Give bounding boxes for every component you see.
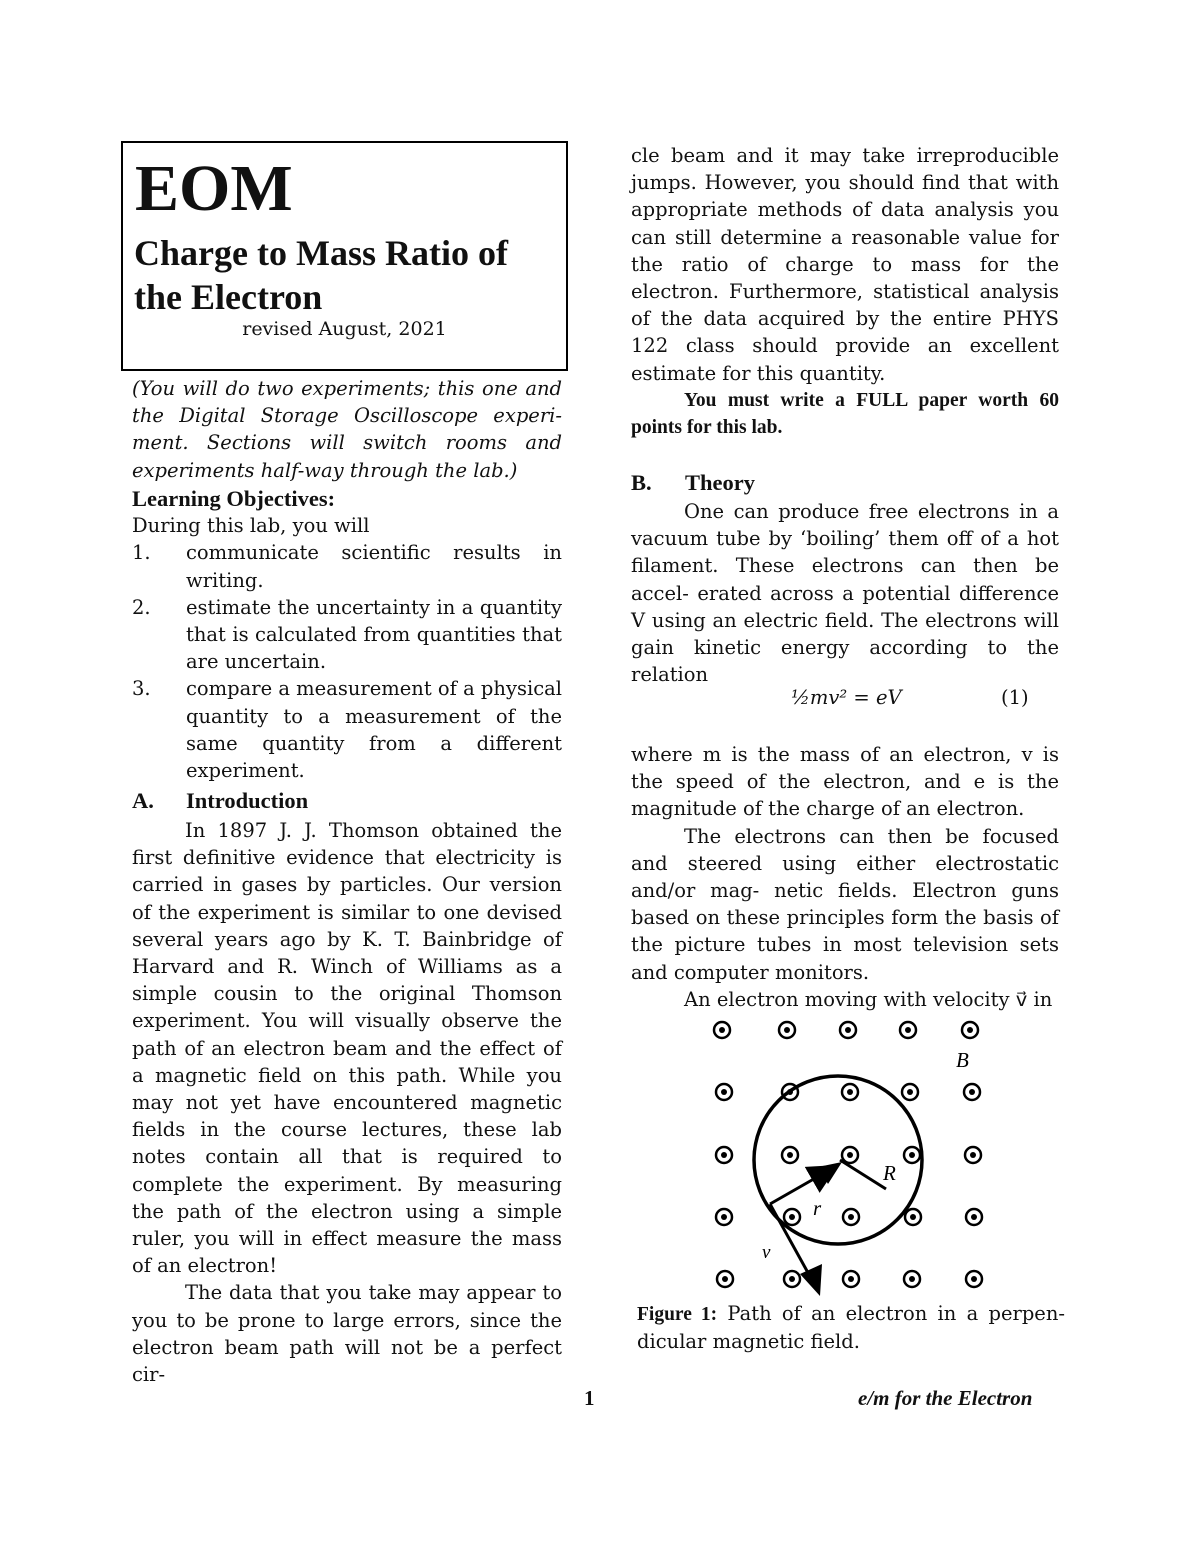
objective-text: compare a measurement of a physical quantity to a measurement of the same quantity from a different experiment. xyxy=(186,677,562,783)
magnetic-field-diagram xyxy=(700,1012,1010,1302)
theory-paragraphs xyxy=(631,741,1059,1013)
objectives-heading: Learning Objectives: xyxy=(132,486,336,511)
objectives-lead: During this lab, you will xyxy=(132,514,370,538)
label-v-vector: v⃗ xyxy=(762,1242,786,1263)
figure-caption-label: Figure 1: xyxy=(637,1304,718,1325)
theory-paragraph-1 xyxy=(631,498,1059,688)
objective-number: 3. xyxy=(132,677,151,701)
objective-text: estimate the uncertainty in a quantity that is calculated from quantities that are uncertain. xyxy=(186,595,562,674)
right-column-top xyxy=(631,142,1059,441)
objectives-list xyxy=(132,539,562,784)
equation-1 xyxy=(631,686,1059,714)
figure-caption-text: Path of an electron in a perpen- dicular magnetic field. xyxy=(637,1302,1065,1354)
equation-text: ½mv² = eV xyxy=(791,686,902,709)
section-b-title: Theory xyxy=(685,470,755,495)
theory-text-4: An electron moving with velocity v⃗ in xyxy=(684,987,1053,1011)
full-paper-note: You must write a FULL paper worth 60 points for this lab. xyxy=(631,389,1059,439)
intro-note: (You will do two experiments; this one and the Digital Storage Oscilloscope experi- ment. Sections will switch rooms and experiments half-way through the lab.) xyxy=(132,377,562,482)
running-title: e/m for the Electron xyxy=(858,1386,1033,1410)
label-r-vector: r⃗ xyxy=(813,1196,838,1220)
document-title: Charge to Mass Ratio of the Electron xyxy=(134,233,508,317)
label-radius: R xyxy=(883,1161,896,1185)
figure-caption xyxy=(637,1300,1065,1355)
label-b-field: B⃗ xyxy=(956,1048,986,1072)
section-b-heading xyxy=(631,470,755,496)
section-a-title: Introduction xyxy=(186,788,309,813)
section-a-body xyxy=(132,817,562,1388)
section-a-letter: A. xyxy=(132,788,154,813)
theory-text-3: The electrons can then be focused and steered using either electrostatic and/or mag- netic fields. Electron guns based on these principles form the basis of the picture tubes in most television sets and computer monitors. xyxy=(631,824,1059,984)
theory-text-1: One can produce free electrons in a vacuum tube by ‘boiling’ them off of a hot filament. These electrons can then be accel- erated across a potential difference V using an electric field. The electrons will gain kinetic energy according to the relation xyxy=(631,500,1059,687)
objective-item xyxy=(132,594,562,676)
document-code: EOM xyxy=(135,152,293,225)
radius-line xyxy=(840,1160,886,1189)
revision-date: revised August, 2021 xyxy=(242,318,447,340)
objective-number: 1. xyxy=(132,541,151,565)
equation-number: (1) xyxy=(1001,686,1029,709)
intro-paragraph-1: In 1897 J. J. Thomson obtained the first definitive evidence that electricity is carried in gases by particles. Our version of the experiment is similar to one devised several years ago by K. T. Bainbridge of Harvard and R. Winch of Williams as a simple cousin to the original Thomson experiment. You will visually observe the path of an electron beam and the effect of a magnetic field on this path. While you may not yet have encountered magnetic fields in the course lectures, these lab notes contain all that is required to complete the experiment. By measuring the path of the electron using a simple ruler, you will in effect measure the mass of an electron! xyxy=(132,819,562,1278)
continuation-paragraph: cle beam and it may take irreproducible jumps. However, you should find that with appropriate methods of data analysis you can still determine a reasonable value for the ratio of charge to mass for the electron. Furthermore, statistical analysis of the data acquired by the entire PHYS 122 class should provide an excellent estimate for this quantity. xyxy=(631,144,1059,385)
title-box xyxy=(121,141,568,371)
figure-1 xyxy=(700,1012,1010,1302)
learning-objectives xyxy=(132,485,562,784)
objective-item xyxy=(132,675,562,784)
intro-paragraph-2: The data that you take may appear to you to be prone to large errors, since the electron beam path will not be a perfect cir- xyxy=(132,1281,562,1387)
theory-text-2: where m is the mass of an electron, v is the speed of the electron, and e is the magnitude of the charge of an electron. xyxy=(631,743,1059,821)
section-a-heading xyxy=(132,788,308,814)
objective-text: communicate scientific results in writing. xyxy=(186,541,562,592)
objective-item xyxy=(132,539,562,593)
page-number: 1 xyxy=(584,1386,595,1410)
objective-number: 2. xyxy=(132,595,151,619)
section-b-letter: B. xyxy=(631,470,652,495)
